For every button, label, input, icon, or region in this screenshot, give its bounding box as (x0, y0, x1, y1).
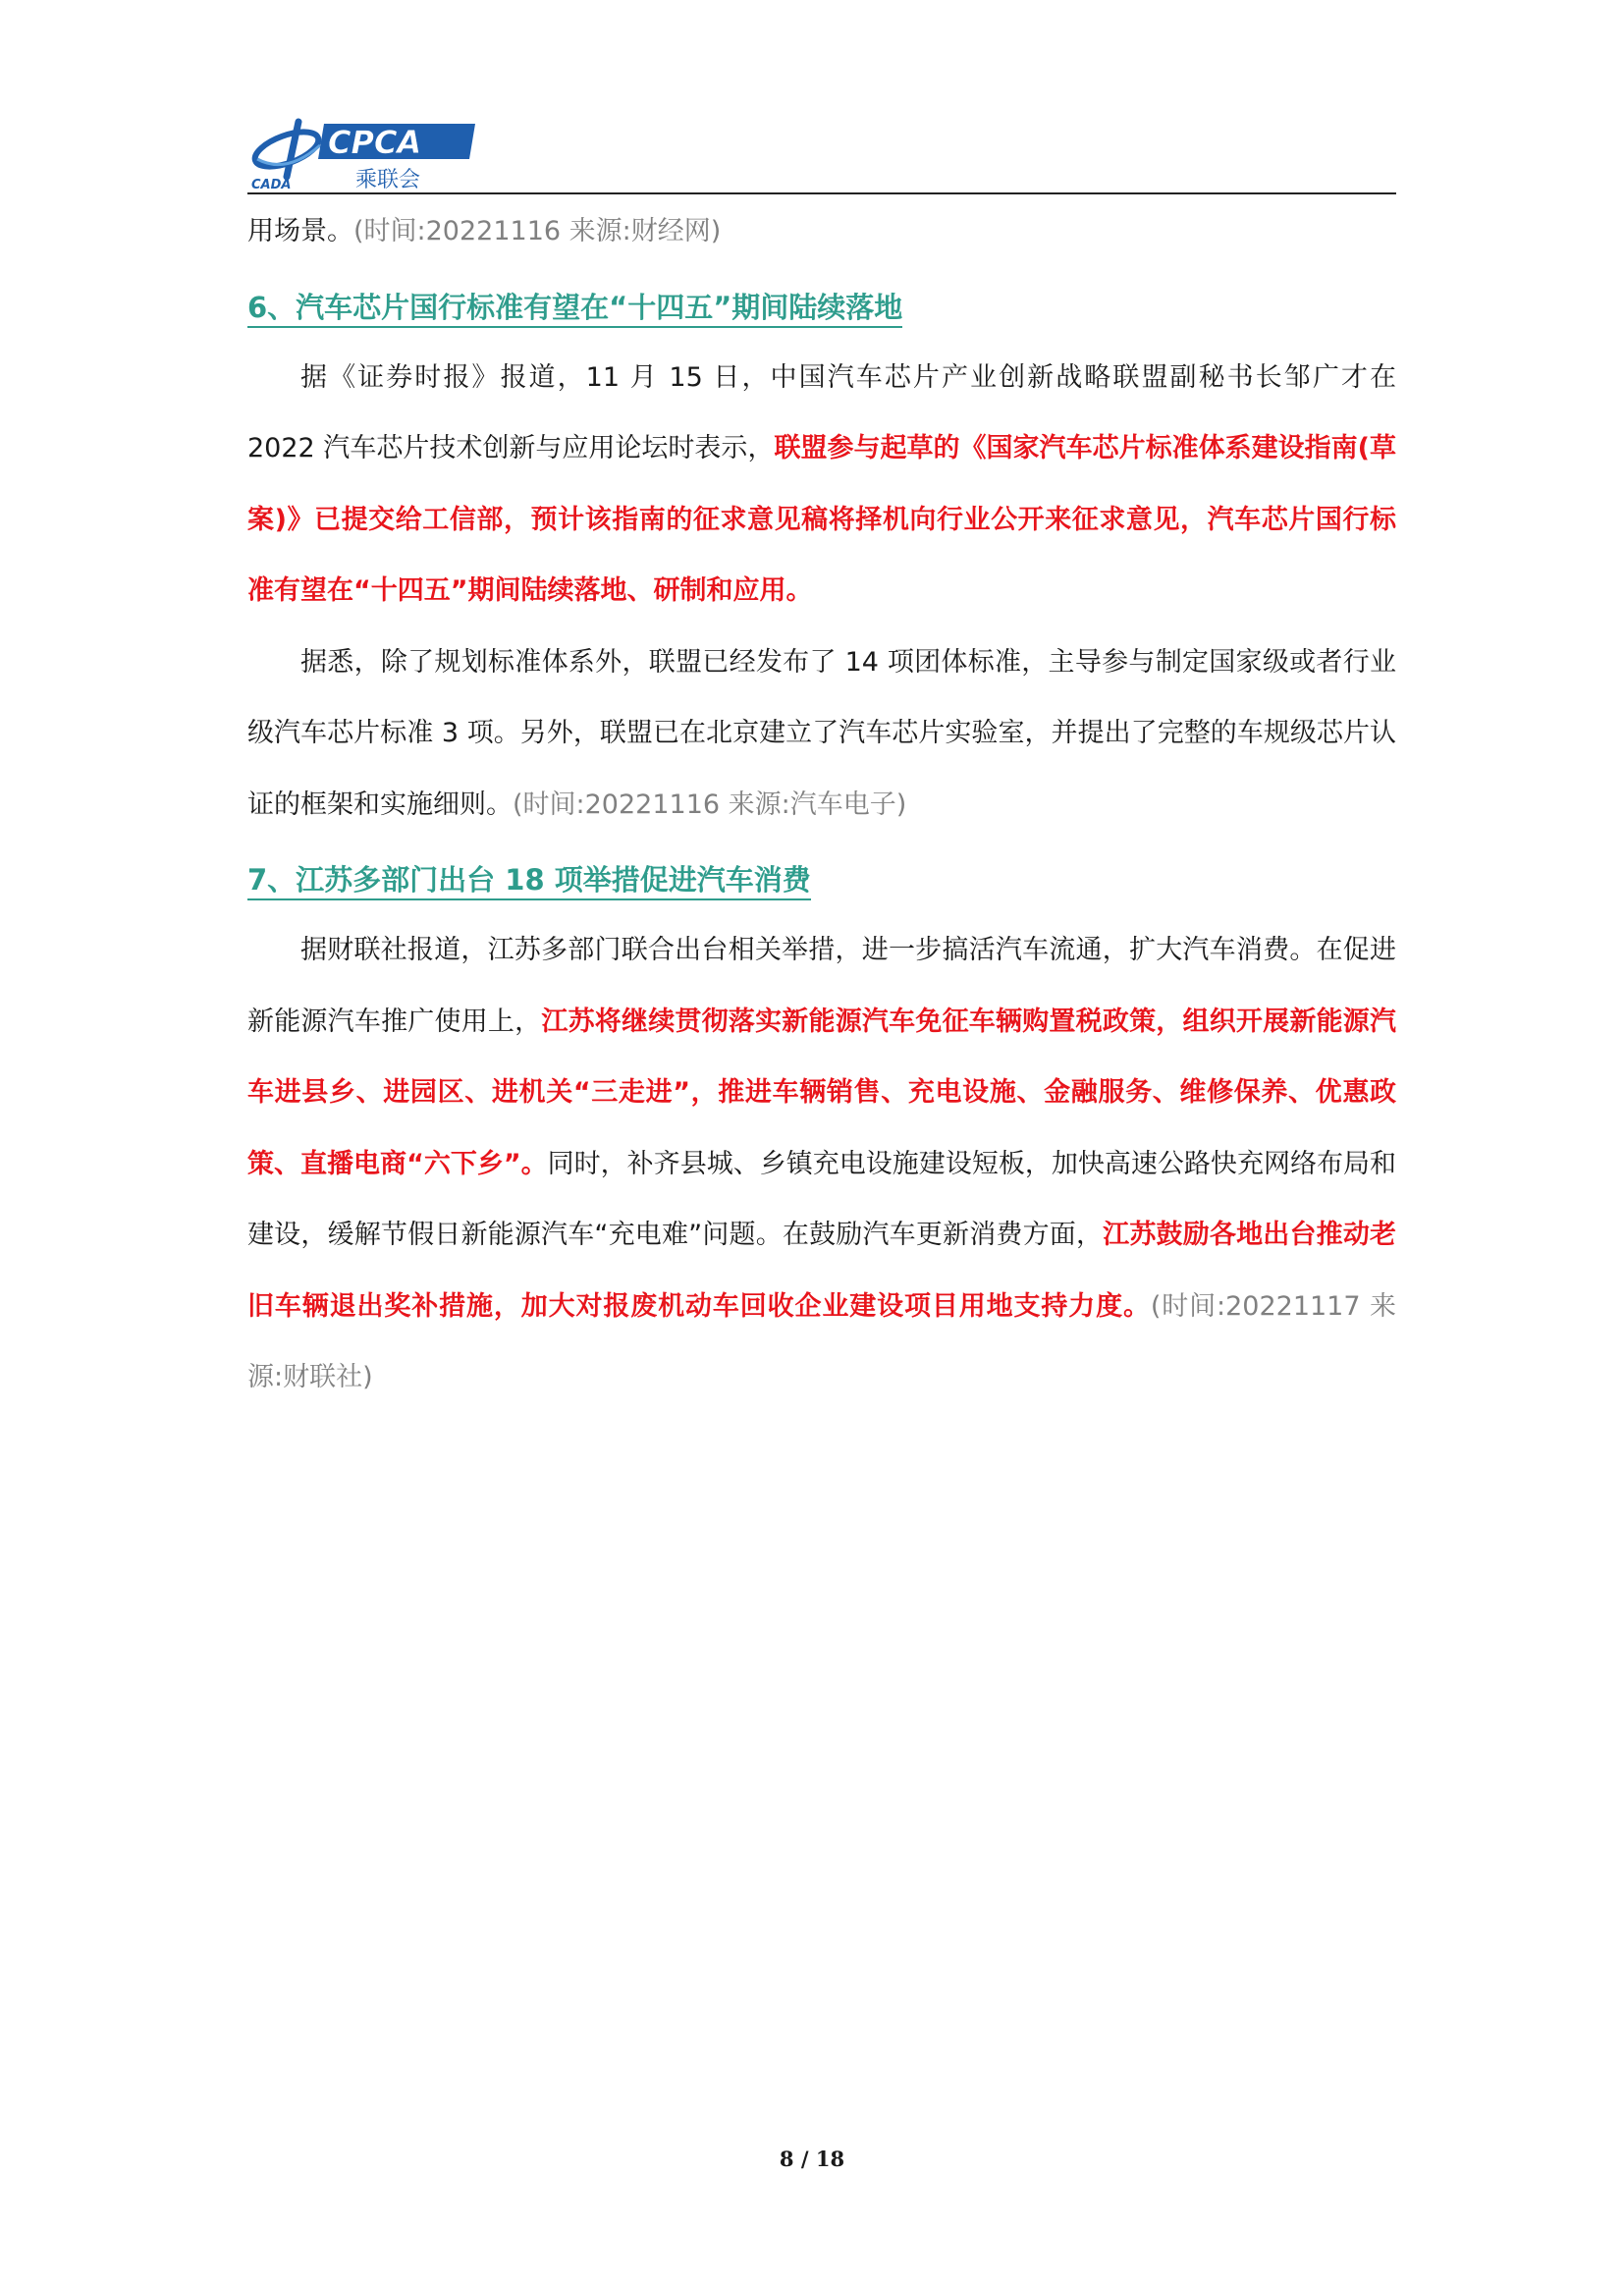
section-heading-7: 7、江苏多部门出台 18 项举措促进汽车消费 (247, 844, 1396, 915)
highlight-text: 江苏将继续贯彻落实新能源汽车免征车辆购置税政策，组织开展新能源汽车进县乡、进园区、进机关“三走进”，推进车辆销售、充电设施、金融服务、维修保养、优惠政策、直播电商“六下乡”。 (247, 1006, 1397, 1179)
source-meta: (时间:20221117 来源:财联社) (247, 1290, 1396, 1392)
page-header (247, 116, 1396, 196)
header-rule (247, 192, 1396, 194)
svg-text:CPCA: CPCA (328, 124, 422, 161)
section6-paragraph-2: 据悉，除了规划标准体系外，联盟已经发布了 14 项团体标准，主导参与制定国家级或者行业级汽车芯片标准 3 项。另外，联盟已在北京建立了汽车芯片实验室，并提出了完整的车规级芯片认证的框架和实施细则。(时间:20221116 来源:汽车电子) (247, 646, 1396, 820)
section7-paragraph-1: 据财联社报道，江苏多部门联合出台相关举措，进一步搞活汽车流通，扩大汽车消费。在促进新能源汽车推广使用上，江苏将继续贯彻落实新能源汽车免征车辆购置税政策，组织开展新能源汽车进县乡、进园区、进机关“三走进”，推进车辆销售、充电设施、金融服务、维修保养、优惠政策、直播电商“六下乡”。同时，补齐县城、乡镇充电设施建设短板，加快高速公路快充网络布局和建设，缓解节假日新能源汽车“充电难”问题。在鼓励汽车更新消费方面，江苏鼓励各地出台推动老旧车辆退出奖补措施，加大对报废机动车回收企业建设项目用地支持力度。(时间:20221117 来源:财联社) (247, 935, 1397, 1392)
cpca-logo (247, 116, 483, 192)
source-meta: (时间:20221116 来源:财经网) (353, 216, 722, 246)
continuation-paragraph: 用场景。(时间:20221116 来源:财经网) (247, 216, 722, 246)
svg-text:乘联会: 乘联会 (355, 168, 421, 192)
article-body (247, 196, 1396, 1414)
section6-paragraph-1: 据《证券时报》报道，11 月 15 日，中国汽车芯片产业创新战略联盟副秘书长邹广才在 2022 汽车芯片技术创新与应用论坛时表示，联盟参与起草的《国家汽车芯片标准体系建设指南(草案)》已提交给工信部，预计该指南的征求意见稿将择机向行业公开来征求意见，汽车芯片国行标准有望在“十四五”期间陆续落地、研制和应用。 (247, 361, 1396, 606)
highlight-text: 联盟参与起草的《国家汽车芯片标准体系建设指南(草案)》已提交给工信部，预计该指南的征求意见稿将择机向行业公开来征求意见，汽车芯片国行标准有望在“十四五”期间陆续落地、研制和应用。 (247, 433, 1396, 606)
page-number: 8 / 18 (779, 2147, 845, 2171)
source-meta: (时间:20221116 来源:汽车电子) (513, 789, 907, 820)
section-heading-6: 6、汽车芯片国行标准有望在“十四五”期间陆续落地 (247, 272, 1396, 343)
highlight-text: 江苏鼓励各地出台推动老旧车辆退出奖补措施，加大对报废机动车回收企业建设项目用地支持力度。 (247, 1220, 1397, 1322)
svg-text:CADA: CADA (251, 178, 292, 192)
